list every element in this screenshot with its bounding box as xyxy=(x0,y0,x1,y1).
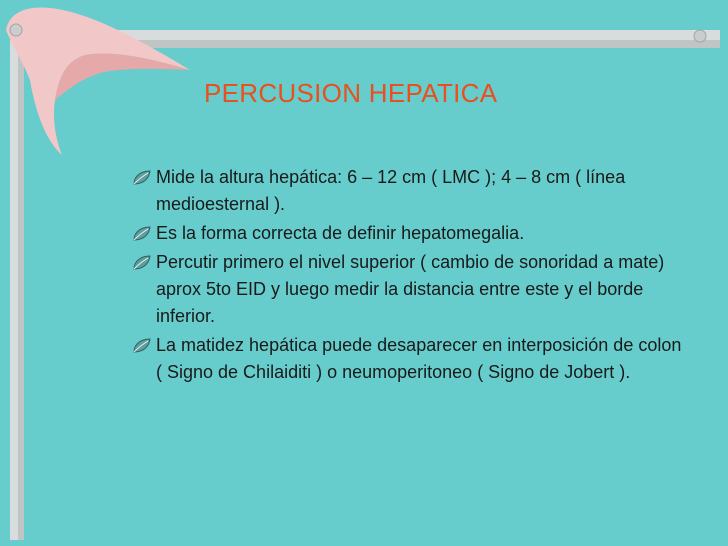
peg-left xyxy=(10,24,22,36)
bullet-item-2 xyxy=(128,220,688,247)
bullet-item-4 xyxy=(128,332,688,386)
bullet-text-4: La matidez hepática puede desaparecer en interposición de colon ( Signo de Chilaiditi ) o neumoperitoneo ( Signo de Jobert ). xyxy=(156,335,682,382)
bullet-text-2: Es la forma correcta de definir hepatomegalia. xyxy=(156,223,525,243)
bullet-item-3 xyxy=(128,249,688,330)
bullet-text-3: Percutir primero el nivel superior ( cambio de sonoridad a mate) aprox 5to EID y luego medir la distancia entre este y el borde inferior. xyxy=(156,252,665,326)
bullet-list xyxy=(128,164,688,388)
leaf-bullet-icon xyxy=(132,337,152,355)
top-bar xyxy=(40,30,720,40)
leaf-bullet-icon xyxy=(132,254,152,272)
bullet-text-1: Mide la altura hepática: 6 – 12 cm ( LMC ); 4 – 8 cm ( línea medioesternal ). xyxy=(156,167,626,214)
slide-title: PERCUSION HEPATICA xyxy=(204,78,498,108)
boomerang-shape xyxy=(6,8,190,155)
leaf-bullet-icon xyxy=(132,225,152,243)
peg-right xyxy=(694,30,706,42)
leaf-bullet-icon xyxy=(132,169,152,187)
left-bar xyxy=(10,40,18,540)
bullet-item-1 xyxy=(128,164,688,218)
